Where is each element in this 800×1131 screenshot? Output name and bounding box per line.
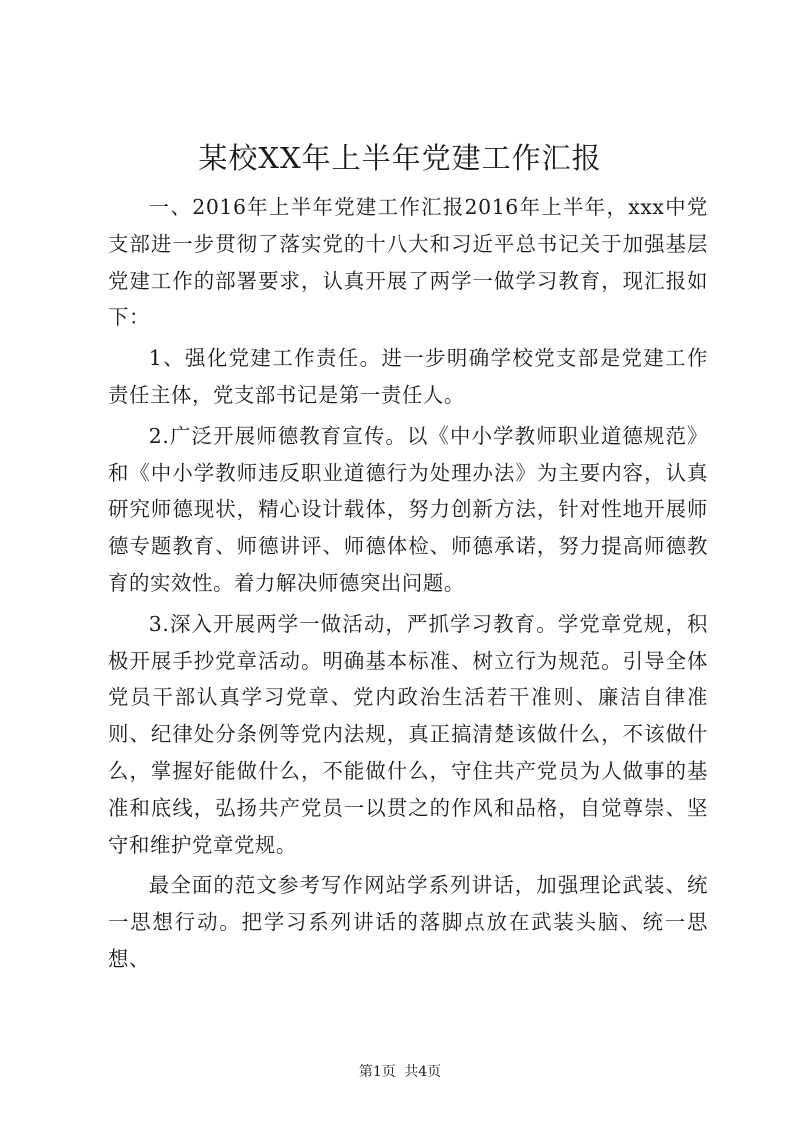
document-body bbox=[108, 189, 708, 982]
document-title: 某校XX年上半年党建工作汇报 bbox=[198, 141, 602, 175]
paragraph-intro: 一、2016年上半年党建工作汇报2016年上半年，xxx中党支部进一步贯彻了落实党的十八大和习近平总书记关于加强基层党建工作的部署要求，认真开展了两学一做学习教育，现汇报如下： bbox=[108, 195, 708, 330]
page-footer bbox=[0, 1062, 800, 1082]
page-number: 第1页 bbox=[358, 1064, 396, 1080]
paragraph-item-2: 2.广泛开展师德教育宣传。以《中小学教师职业道德规范》和《中小学教师违反职业道德行为处理办法》为主要内容，认真研究师德现状，精心设计载体，努力创新方法，针对性地开展师德专题教育、师德讲评、师德体检、师德承诺，努力提高师德教育的实效性。着力解决师德突出问题。 bbox=[108, 423, 708, 595]
paragraph-continued: 最全面的范文参考写作网站学系列讲话，加强理论武装、统一思想行动。把学习系列讲话的落脚点放在武装头脑、统一思想、 bbox=[108, 873, 708, 971]
page-total: 共4页 bbox=[404, 1064, 442, 1080]
paragraph-item-3: 3.深入开展两学一做活动，严抓学习教育。学党章党规，积极开展手抄党章活动。明确基本标准、树立行为规范。引导全体党员干部认真学习党章、党内政治生活若干准则、廉洁自律准则、纪律处分条例等党内法规，真正搞清楚该做什么，不该做什么，掌握好能做什么，不能做什么，守住共产党员为人做事的基准和底线，弘扬共产党员一以贯之的作风和品格，自觉尊崇、坚守和维护党章党规。 bbox=[108, 611, 708, 857]
paragraph-item-1: 1、强化党建工作责任。进一步明确学校党支部是党建工作责任主体，党支部书记是第一责任人。 bbox=[108, 346, 708, 407]
